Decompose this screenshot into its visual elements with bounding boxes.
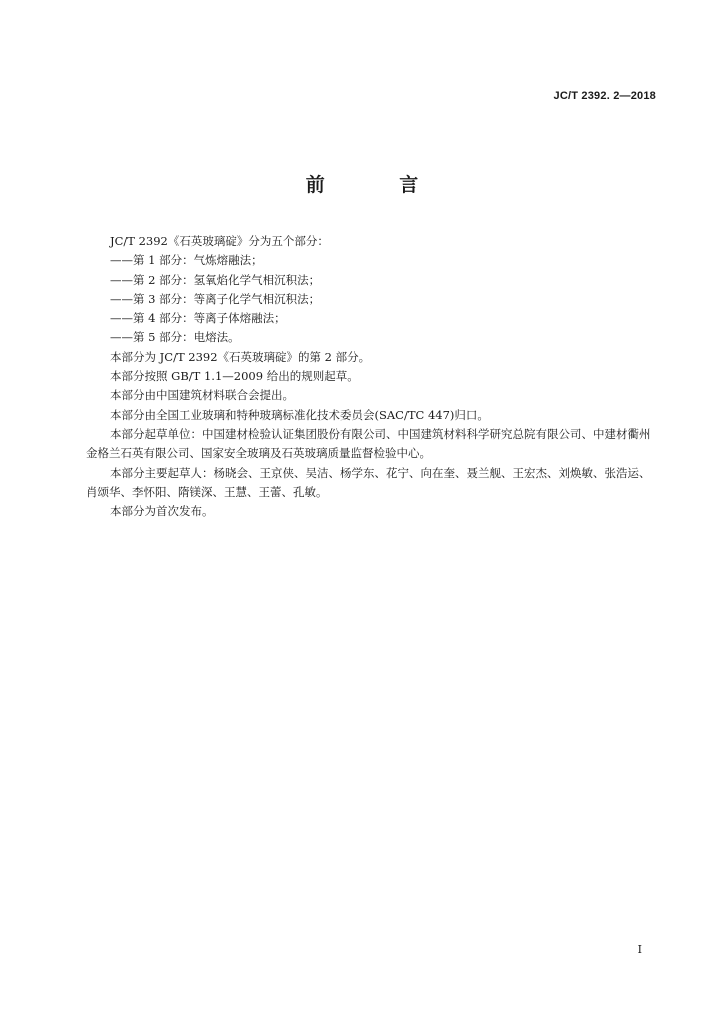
list-item-part-4: ——第 4 部分：等离子体熔融法； bbox=[110, 311, 286, 326]
list-item-part-3: ——第 3 部分：等离子化学气相沉积法； bbox=[110, 291, 321, 306]
paragraph-part-statement: 本部分为 JC/T 2392《石英玻璃碇》的第 2 部分。 bbox=[110, 349, 371, 364]
standard-number: JC/T 2392. 2—2018 bbox=[553, 90, 656, 102]
page-title: 前 言 bbox=[305, 174, 453, 196]
paragraph-drafting-units: 本部分起草单位：中国建材检验认证集团股份有限公司、中国建筑材料科学研究总院有限公司、中建材衢州金格兰石英有限公司、国家安全玻璃及石英玻璃质量监督检验中心。 bbox=[86, 426, 651, 461]
paragraph-intro: JC/T 2392《石英玻璃碇》分为五个部分： bbox=[110, 234, 329, 248]
paragraph-first-release: 本部分为首次发布。 bbox=[110, 504, 214, 519]
list-item-part-2: ——第 2 部分：氢氧焰化学气相沉积法； bbox=[110, 272, 321, 287]
list-item-part-1: ——第 1 部分：气炼熔融法； bbox=[110, 253, 263, 268]
paragraph-drafters: 本部分主要起草人：杨晓会、王京侠、吴洁、杨学东、花宁、向在奎、聂兰舰、王宏杰、刘焕敏、张浩运、肖颂华、李怀阳、隋镁深、王慧、王蕾、孔敏。 bbox=[86, 465, 651, 499]
document-body bbox=[86, 232, 656, 521]
list-item-part-5: ——第 5 部分：电熔法。 bbox=[110, 330, 240, 345]
paragraph-drafting-rules: 本部分按照 GB/T 1.1—2009 给出的规则起草。 bbox=[110, 369, 359, 384]
paragraph-under-jurisdiction: 本部分由全国工业玻璃和特种玻璃标准化技术委员会(SAC/TC 447)归口。 bbox=[110, 407, 489, 422]
page-number: I bbox=[637, 943, 642, 956]
paragraph-proposed-by: 本部分由中国建筑材料联合会提出。 bbox=[110, 388, 294, 403]
